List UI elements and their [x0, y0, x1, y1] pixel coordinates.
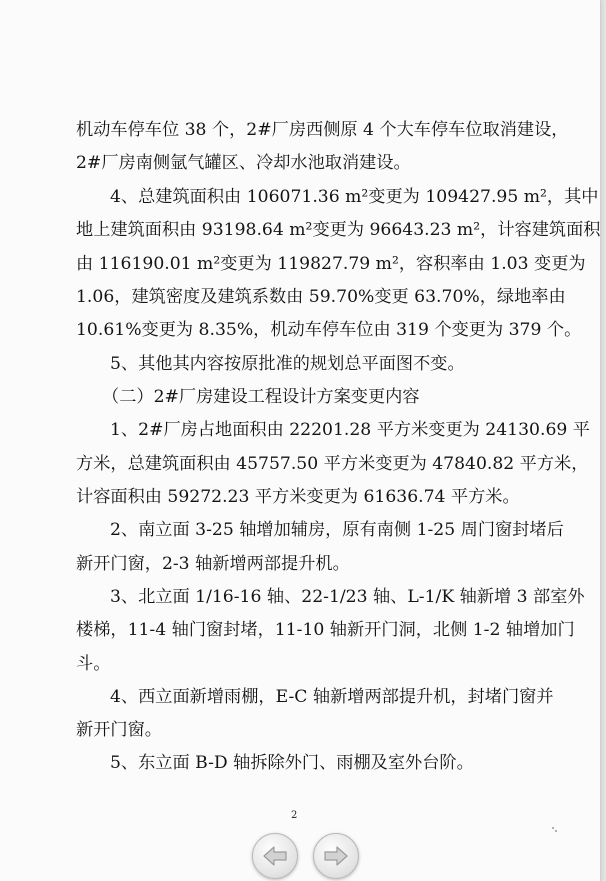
text-line: 斗。 — [76, 654, 111, 674]
text-line: 1.06，建筑密度及建筑系数由 59.70%变更 63.70%，绿地率由 — [76, 287, 566, 307]
text-line: 10.61%变更为 8.35%，机动车停车位由 319 个变更为 379 个。 — [76, 320, 582, 340]
previous-page-button[interactable] — [252, 833, 298, 879]
text-line: 4、西立面新增雨棚，E-C 轴新增两部提升机，封堵门窗并 — [110, 687, 554, 707]
text-line: 5、其他其内容按原批准的规划总平面图不变。 — [110, 354, 465, 374]
text-line: 5、东立面 B-D 轴拆除外门、雨棚及室外台阶。 — [110, 753, 474, 773]
text-line: 由 116190.01 m²变更为 119827.79 m²，容积率由 1.03 变更为 — [76, 254, 586, 274]
text-line: 地上建筑面积由 93198.64 m²变更为 96643.23 m²，计容建筑面积 — [76, 220, 601, 240]
text-line: 2#厂房南侧氩气罐区、冷却水池取消建设。 — [76, 153, 411, 173]
text-line: 2、南立面 3-25 轴增加辅房，原有南侧 1-25 周门窗封堵后 — [110, 520, 564, 540]
text-line: 4、总建筑面积由 106071.36 m²变更为 109427.95 m²，其中 — [110, 187, 599, 207]
arrow-right-icon — [321, 841, 351, 871]
text-line: 机动车停车位 38 个，2#厂房西侧原 4 个大车停车位取消建设， — [76, 120, 569, 140]
next-page-button[interactable] — [313, 833, 359, 879]
section-heading: （二）2#厂房建设工程设计方案变更内容 — [102, 387, 420, 407]
text-line: 楼梯，11-4 轴门窗封堵，11-10 轴新开门洞，北侧 1-2 轴增加门 — [76, 620, 575, 640]
text-line: 1、2#厂房占地面积由 22201.28 平方米变更为 24130.69 平 — [110, 420, 590, 440]
text-line: 新开门窗。 — [76, 720, 162, 740]
text-line: 新开门窗，2-3 轴新增两部提升机。 — [76, 554, 350, 574]
text-line: 3、北立面 1/16-16 轴、22-1/23 轴、L-1/K 轴新增 3 部室外 — [110, 587, 585, 607]
arrow-left-icon — [260, 841, 290, 871]
text-line: 计容面积由 59272.23 平方米变更为 61636.74 平方米。 — [76, 487, 520, 507]
scan-speck — [555, 830, 557, 832]
scan-speck — [552, 827, 554, 829]
text-line: 方米，总建筑面积由 45757.50 平方米变更为 47840.82 平方米， — [76, 454, 589, 474]
page-number: 2 — [291, 810, 298, 821]
